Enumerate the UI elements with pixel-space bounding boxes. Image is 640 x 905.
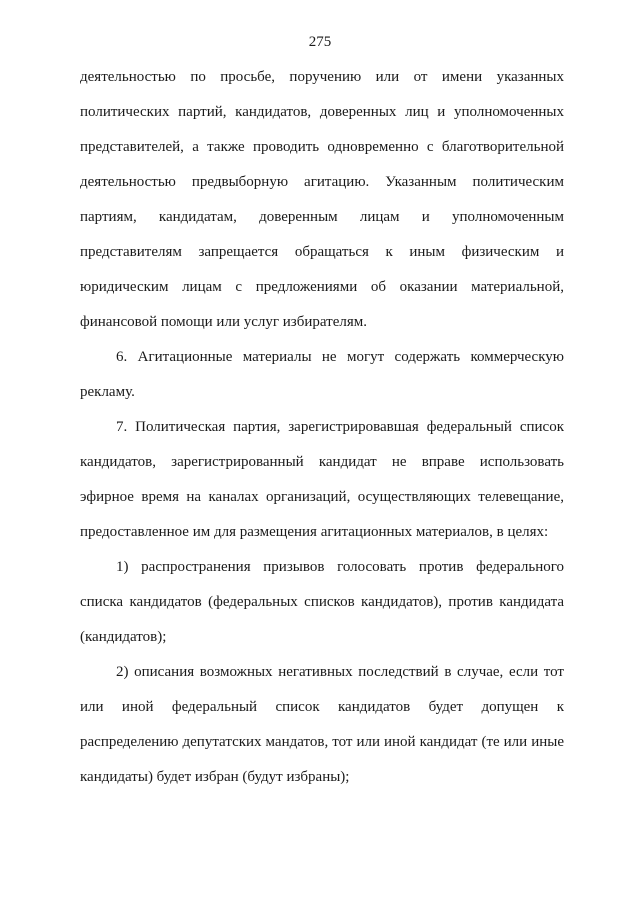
text-line: юридическим лицам с предложениями об оказании материальной,: [80, 279, 564, 295]
text-line: представителей, а также проводить одновременно с благотворительной: [80, 139, 564, 155]
text-line: распределению депутатских мандатов, тот или иной кандидат (те или иные: [80, 734, 564, 750]
text-line: деятельностью по просьбе, поручению или от имени указанных: [80, 69, 564, 85]
text-line: 1) распространения призывов голосовать против федерального: [116, 559, 564, 575]
text-line: кандидатов, зарегистрированный кандидат не вправе использовать: [80, 454, 564, 470]
text-line: списка кандидатов (федеральных списков кандидатов), против кандидата: [80, 594, 564, 610]
text-line: или иной федеральный список кандидатов будет допущен к: [80, 699, 564, 715]
text-line: партиям, кандидатам, доверенным лицам и уполномоченным: [80, 209, 564, 225]
text-line: предоставленное им для размещения агитационных материалов, в целях:: [80, 524, 549, 540]
text-line: эфирное время на каналах организаций, осуществляющих телевещание,: [80, 489, 564, 505]
body-text: [80, 60, 564, 795]
text-line: деятельностью предвыборную агитацию. Указанным политическим: [80, 174, 564, 190]
text-line: 6. Агитационные материалы не могут содержать коммерческую: [116, 349, 564, 365]
text-line: 7. Политическая партия, зарегистрировавшая федеральный список: [116, 419, 564, 435]
text-line: финансовой помощи или услуг избирателям.: [80, 314, 367, 330]
text-line: представителям запрещается обращаться к иным физическим и: [80, 244, 564, 260]
text-line: рекламу.: [80, 384, 135, 400]
text-line: (кандидатов);: [80, 629, 167, 645]
page-number: 275: [308, 34, 332, 50]
text-line: 2) описания возможных негативных последствий в случае, если тот: [116, 664, 564, 680]
text-line: политических партий, кандидатов, доверенных лиц и уполномоченных: [80, 104, 564, 120]
text-line: кандидаты) будет избран (будут избраны);: [80, 769, 350, 785]
